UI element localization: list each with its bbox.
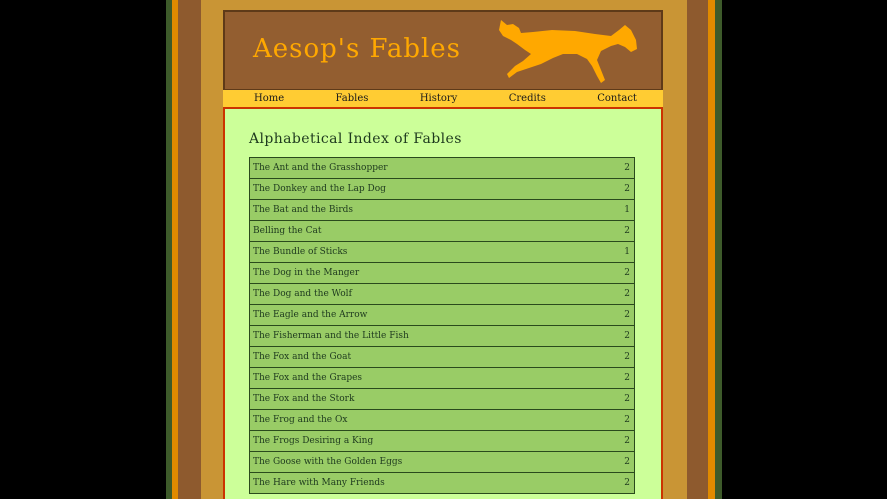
fable-count: 2 — [624, 289, 630, 299]
fable-title[interactable]: The Fox and the Grapes — [253, 373, 363, 383]
fable-count: 2 — [624, 394, 630, 404]
fable-count: 2 — [624, 352, 630, 362]
left-border-brown — [178, 0, 201, 499]
page-title: Alphabetical Index of Fables — [249, 131, 462, 147]
nav-contact-link[interactable]: Contact — [597, 93, 637, 104]
fable-title[interactable]: The Frogs Desiring a King — [253, 436, 374, 446]
fable-row[interactable] — [249, 431, 635, 452]
fable-title[interactable]: The Fox and the Goat — [253, 352, 352, 362]
fable-row[interactable] — [249, 326, 635, 347]
fable-title[interactable]: The Ant and the Grasshopper — [253, 163, 388, 173]
site-title[interactable]: Aesop's Fables — [253, 34, 462, 64]
fable-title[interactable]: The Donkey and the Lap Dog — [253, 184, 386, 194]
fable-count: 2 — [624, 457, 630, 467]
fable-row[interactable] — [249, 347, 635, 368]
nav-credits-link[interactable]: Credits — [508, 93, 546, 104]
fable-title[interactable]: Belling the Cat — [253, 226, 322, 236]
fable-count: 2 — [624, 226, 630, 236]
fable-row[interactable] — [249, 158, 635, 179]
fable-row[interactable] — [249, 200, 635, 221]
right-border-green — [715, 0, 722, 499]
fable-title[interactable]: The Dog in the Manger — [253, 268, 360, 278]
fable-row[interactable] — [249, 305, 635, 326]
fox-silhouette-icon — [497, 16, 639, 86]
right-border-brown — [687, 0, 708, 499]
fable-row[interactable] — [249, 221, 635, 242]
fable-title[interactable]: The Eagle and the Arrow — [253, 310, 368, 320]
fable-row[interactable] — [249, 263, 635, 284]
fable-count: 1 — [624, 247, 630, 257]
main-nav — [223, 90, 663, 107]
fable-title[interactable]: The Fox and the Stork — [253, 394, 355, 404]
site-header — [223, 10, 663, 91]
fable-count: 2 — [624, 163, 630, 173]
page — [166, 0, 722, 499]
fable-row[interactable] — [249, 389, 635, 410]
fable-row[interactable] — [249, 452, 635, 473]
fable-title[interactable]: The Hare with Many Friends — [253, 478, 385, 488]
fable-count: 2 — [624, 310, 630, 320]
main-content — [223, 107, 663, 499]
fable-row[interactable] — [249, 284, 635, 305]
fable-index-list — [249, 157, 635, 494]
fable-row[interactable] — [249, 368, 635, 389]
fable-title[interactable]: The Dog and the Wolf — [253, 289, 352, 299]
fable-title[interactable]: The Fisherman and the Little Fish — [253, 331, 409, 341]
nav-history-link[interactable]: History — [419, 93, 458, 104]
nav-fables-link[interactable]: Fables — [335, 93, 369, 104]
fable-count: 2 — [624, 268, 630, 278]
fable-count: 2 — [624, 331, 630, 341]
right-border-orange — [708, 0, 715, 499]
fable-count: 2 — [624, 478, 630, 488]
fable-title[interactable]: The Frog and the Ox — [253, 415, 348, 425]
fable-row[interactable] — [249, 410, 635, 431]
fable-title[interactable]: The Goose with the Golden Eggs — [253, 457, 403, 467]
fable-title[interactable]: The Bundle of Sticks — [253, 247, 348, 257]
fable-count: 1 — [624, 205, 630, 215]
fable-count: 2 — [624, 184, 630, 194]
fable-row[interactable] — [249, 242, 635, 263]
fable-row[interactable] — [249, 473, 635, 494]
nav-home-link[interactable]: Home — [254, 93, 285, 104]
fable-count: 2 — [624, 436, 630, 446]
fable-count: 2 — [624, 373, 630, 383]
fable-count: 2 — [624, 415, 630, 425]
fable-title[interactable]: The Bat and the Birds — [253, 205, 354, 215]
fable-row[interactable] — [249, 179, 635, 200]
